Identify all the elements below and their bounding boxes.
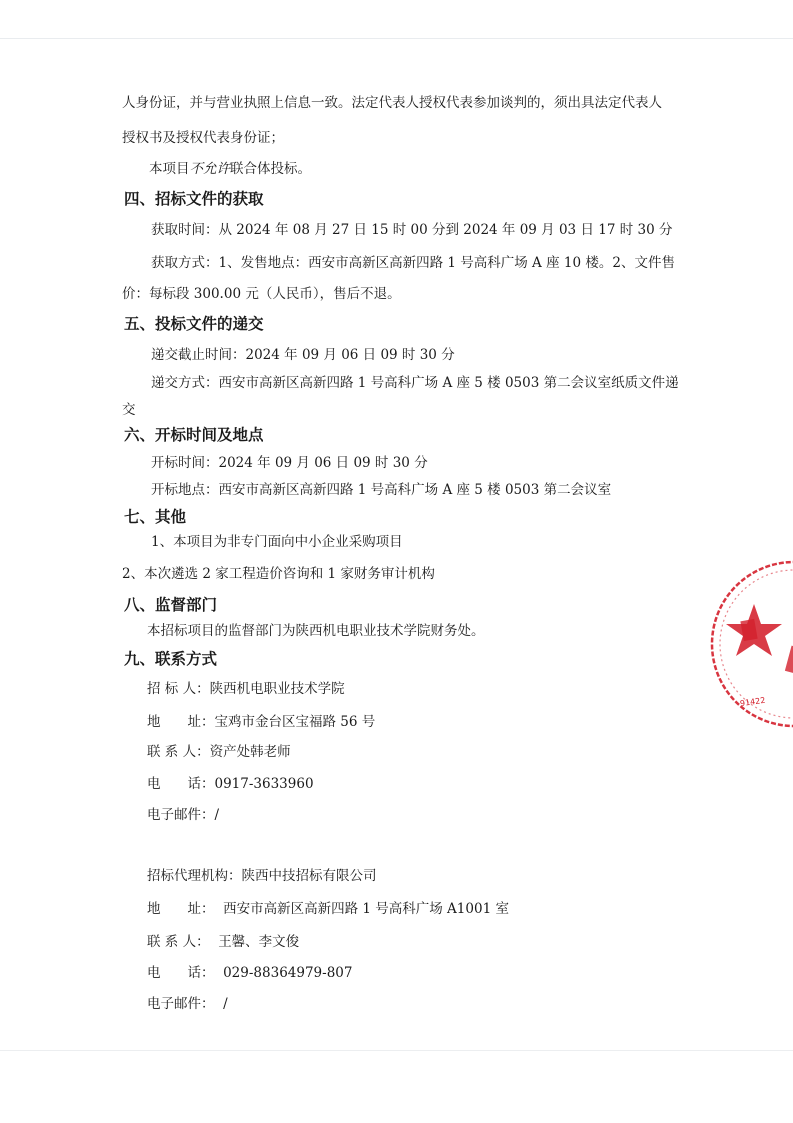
s8-supervisor-text: 本招标项目的监督部门为陕西机电职业技术学院财务处。 <box>147 623 485 639</box>
para-line-2: 授权书及授权代表身份证； <box>122 130 284 146</box>
section-6-heading: 六、开标时间及地点 <box>124 426 264 444</box>
seal-serial: 91422 <box>739 695 766 709</box>
tenderer-contact-label: 联 系 人： <box>147 744 210 760</box>
section-4-heading: 四、招标文件的获取 <box>124 190 264 208</box>
scan-edge-top <box>0 38 793 39</box>
tenderer-contact-value: 资产处韩老师 <box>209 744 291 760</box>
s7-item-1: 1、本项目为非专门面向中小企业采购项目 <box>151 534 403 550</box>
section-7-heading: 七、其他 <box>124 508 187 526</box>
s4-acquire-method-1: 获取方式：1、发售地点：西安市高新区高新四路 1 号高科广场 A 座 10 楼。2、文件售 <box>151 255 675 271</box>
agency-email-label: 电子邮件： <box>147 996 215 1012</box>
agency-row <box>147 867 377 885</box>
agency-email-value: / <box>223 996 228 1012</box>
tenderer-address-row <box>147 713 375 731</box>
agency-address-row <box>147 900 509 918</box>
tenderer-contact-row <box>147 743 291 761</box>
section-9-heading: 九、联系方式 <box>124 650 218 668</box>
tenderer-phone-label: 电 话： <box>147 776 215 792</box>
tenderer-email-label: 电子邮件： <box>147 807 215 823</box>
agency-address-label: 地 址： <box>147 901 215 917</box>
agency-contact-row <box>147 933 299 951</box>
tenderer-phone-value: 0917-3633960 <box>214 776 314 792</box>
tenderer-address-value: 宝鸡市金台区宝福路 56 号 <box>214 714 376 730</box>
tenderer-email-value: / <box>214 807 220 823</box>
para-line-1: 人身份证，并与营业执照上信息一致。法定代表人授权代表参加谈判的，须出具法定代表人 <box>122 95 662 111</box>
s4-acquire-method-2: 价：每标段 300.00 元（人民币），售后不退。 <box>122 286 401 302</box>
s4-acquire-time: 获取时间：从 2024 年 08 月 27 日 15 时 00 分到 2024 年 09 月 03 日 17 时 30 分 <box>151 222 673 238</box>
consortium-note: 本项目不允许联合体投标。 <box>149 161 311 177</box>
agency-phone-label: 电 话： <box>147 965 215 981</box>
agency-phone-row <box>147 964 352 982</box>
tenderer-value: 陕西机电职业技术学院 <box>209 681 345 697</box>
tenderer-email-row <box>147 806 219 824</box>
tenderer-phone-row <box>147 775 314 793</box>
s5-method-1: 递交方式：西安市高新区高新四路 1 号高科广场 A 座 5 楼 0503 第二会议室纸质文件递 <box>151 375 679 391</box>
tenderer-row <box>147 680 345 698</box>
agency-value: 陕西中技招标有限公司 <box>241 868 377 884</box>
agency-contact-label: 联 系 人： <box>147 934 210 950</box>
s5-method-2: 交 <box>122 402 136 418</box>
agency-contact-value: 王馨、李文俊 <box>218 934 300 950</box>
s6-open-place: 开标地点：西安市高新区高新四路 1 号高科广场 A 座 5 楼 0503 第二会议室 <box>151 482 612 498</box>
section-8-heading: 八、监督部门 <box>124 596 218 614</box>
s5-deadline: 递交截止时间：2024 年 09 月 06 日 09 时 30 分 <box>151 347 455 363</box>
tenderer-address-label: 地 址： <box>147 714 215 730</box>
tenderer-label: 招 标 人： <box>147 681 210 697</box>
scan-edge-bottom <box>0 1050 793 1051</box>
section-5-heading: 五、投标文件的递交 <box>124 315 264 333</box>
agency-phone-value: 029-88364979-807 <box>223 965 353 981</box>
s7-item-2: 2、本次遴选 2 家工程造价咨询和 1 家财务审计机构 <box>122 566 435 582</box>
agency-address-value: 西安市高新区高新四路 1 号高科广场 A1001 室 <box>223 901 509 917</box>
agency-email-row <box>147 995 228 1013</box>
agency-label: 招标代理机构： <box>147 868 242 884</box>
emphasis-not-allowed: 不允许 <box>189 161 230 177</box>
s6-open-time: 开标时间：2024 年 09 月 06 日 09 时 30 分 <box>151 455 428 471</box>
red-official-seal-icon <box>726 552 793 717</box>
